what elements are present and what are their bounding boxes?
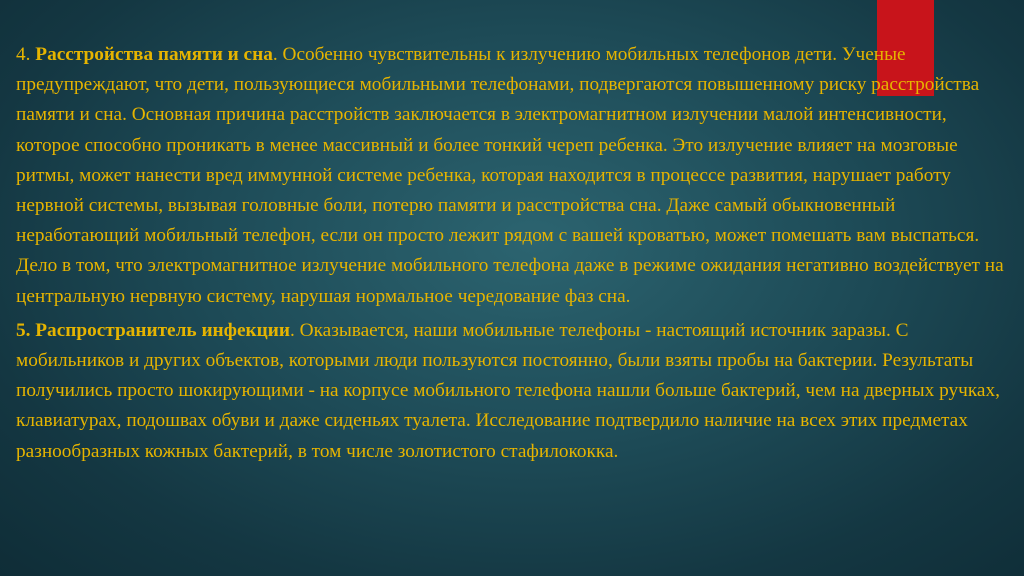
paragraph-body: . Особенно чувствительны к излучению мобильных телефонов дети. Ученые предупреждают, что дети, пользующиеся мобильными телефонами, подвергаются повышенному риску расстройства памяти и сна. Основная причина расстройств заключается в электромагнитном излучении малой интенсивности, которое способно проникать в менее массивный и более тонкий череп ребенка. Это излучение влияет на мозговые ритмы, может нанести вред иммунной системе ребенка, которая находится в процессе развития, нарушает работу нервной системы, вызывая головные боли, потерю памяти и расстройства сна. Даже самый обыкновенный неработающий мобильный телефон, если он просто лежит рядом с вашей кроватью, может помешать вам выспаться. Дело в том, что электромагнитное излучение мобильного телефона даже в режиме ожидания негативно воздействует на центральную нервную систему, нарушая нормальное чередование фаз сна.	[16, 44, 1004, 307]
slide-content	[16, 40, 1004, 467]
paragraph-body: . Оказывается, наши мобильные телефоны - настоящий источник заразы. С мобильников и других объектов, которыми люди пользуются постоянно, были взяты пробы на бактерии. Результаты получились просто шокирующими - на корпусе мобильного телефона нашли больше бактерий, чем на дверных ручках, клавиатурах, подошвах обуви и даже сиденьях туалета. Исследование подтвердило наличие на всех этих предметах разнообразных кожных бактерий, в том числе золотистого стафилококка.	[16, 319, 1000, 462]
paragraph-heading: Расстройства памяти и сна	[35, 44, 273, 65]
paragraph-number: 4.	[16, 44, 31, 65]
paragraph-memory-sleep-disorders	[16, 40, 1004, 312]
paragraph-infection-spreader	[16, 316, 1004, 467]
paragraph-heading: 5. Распространитель инфекции	[16, 319, 290, 341]
